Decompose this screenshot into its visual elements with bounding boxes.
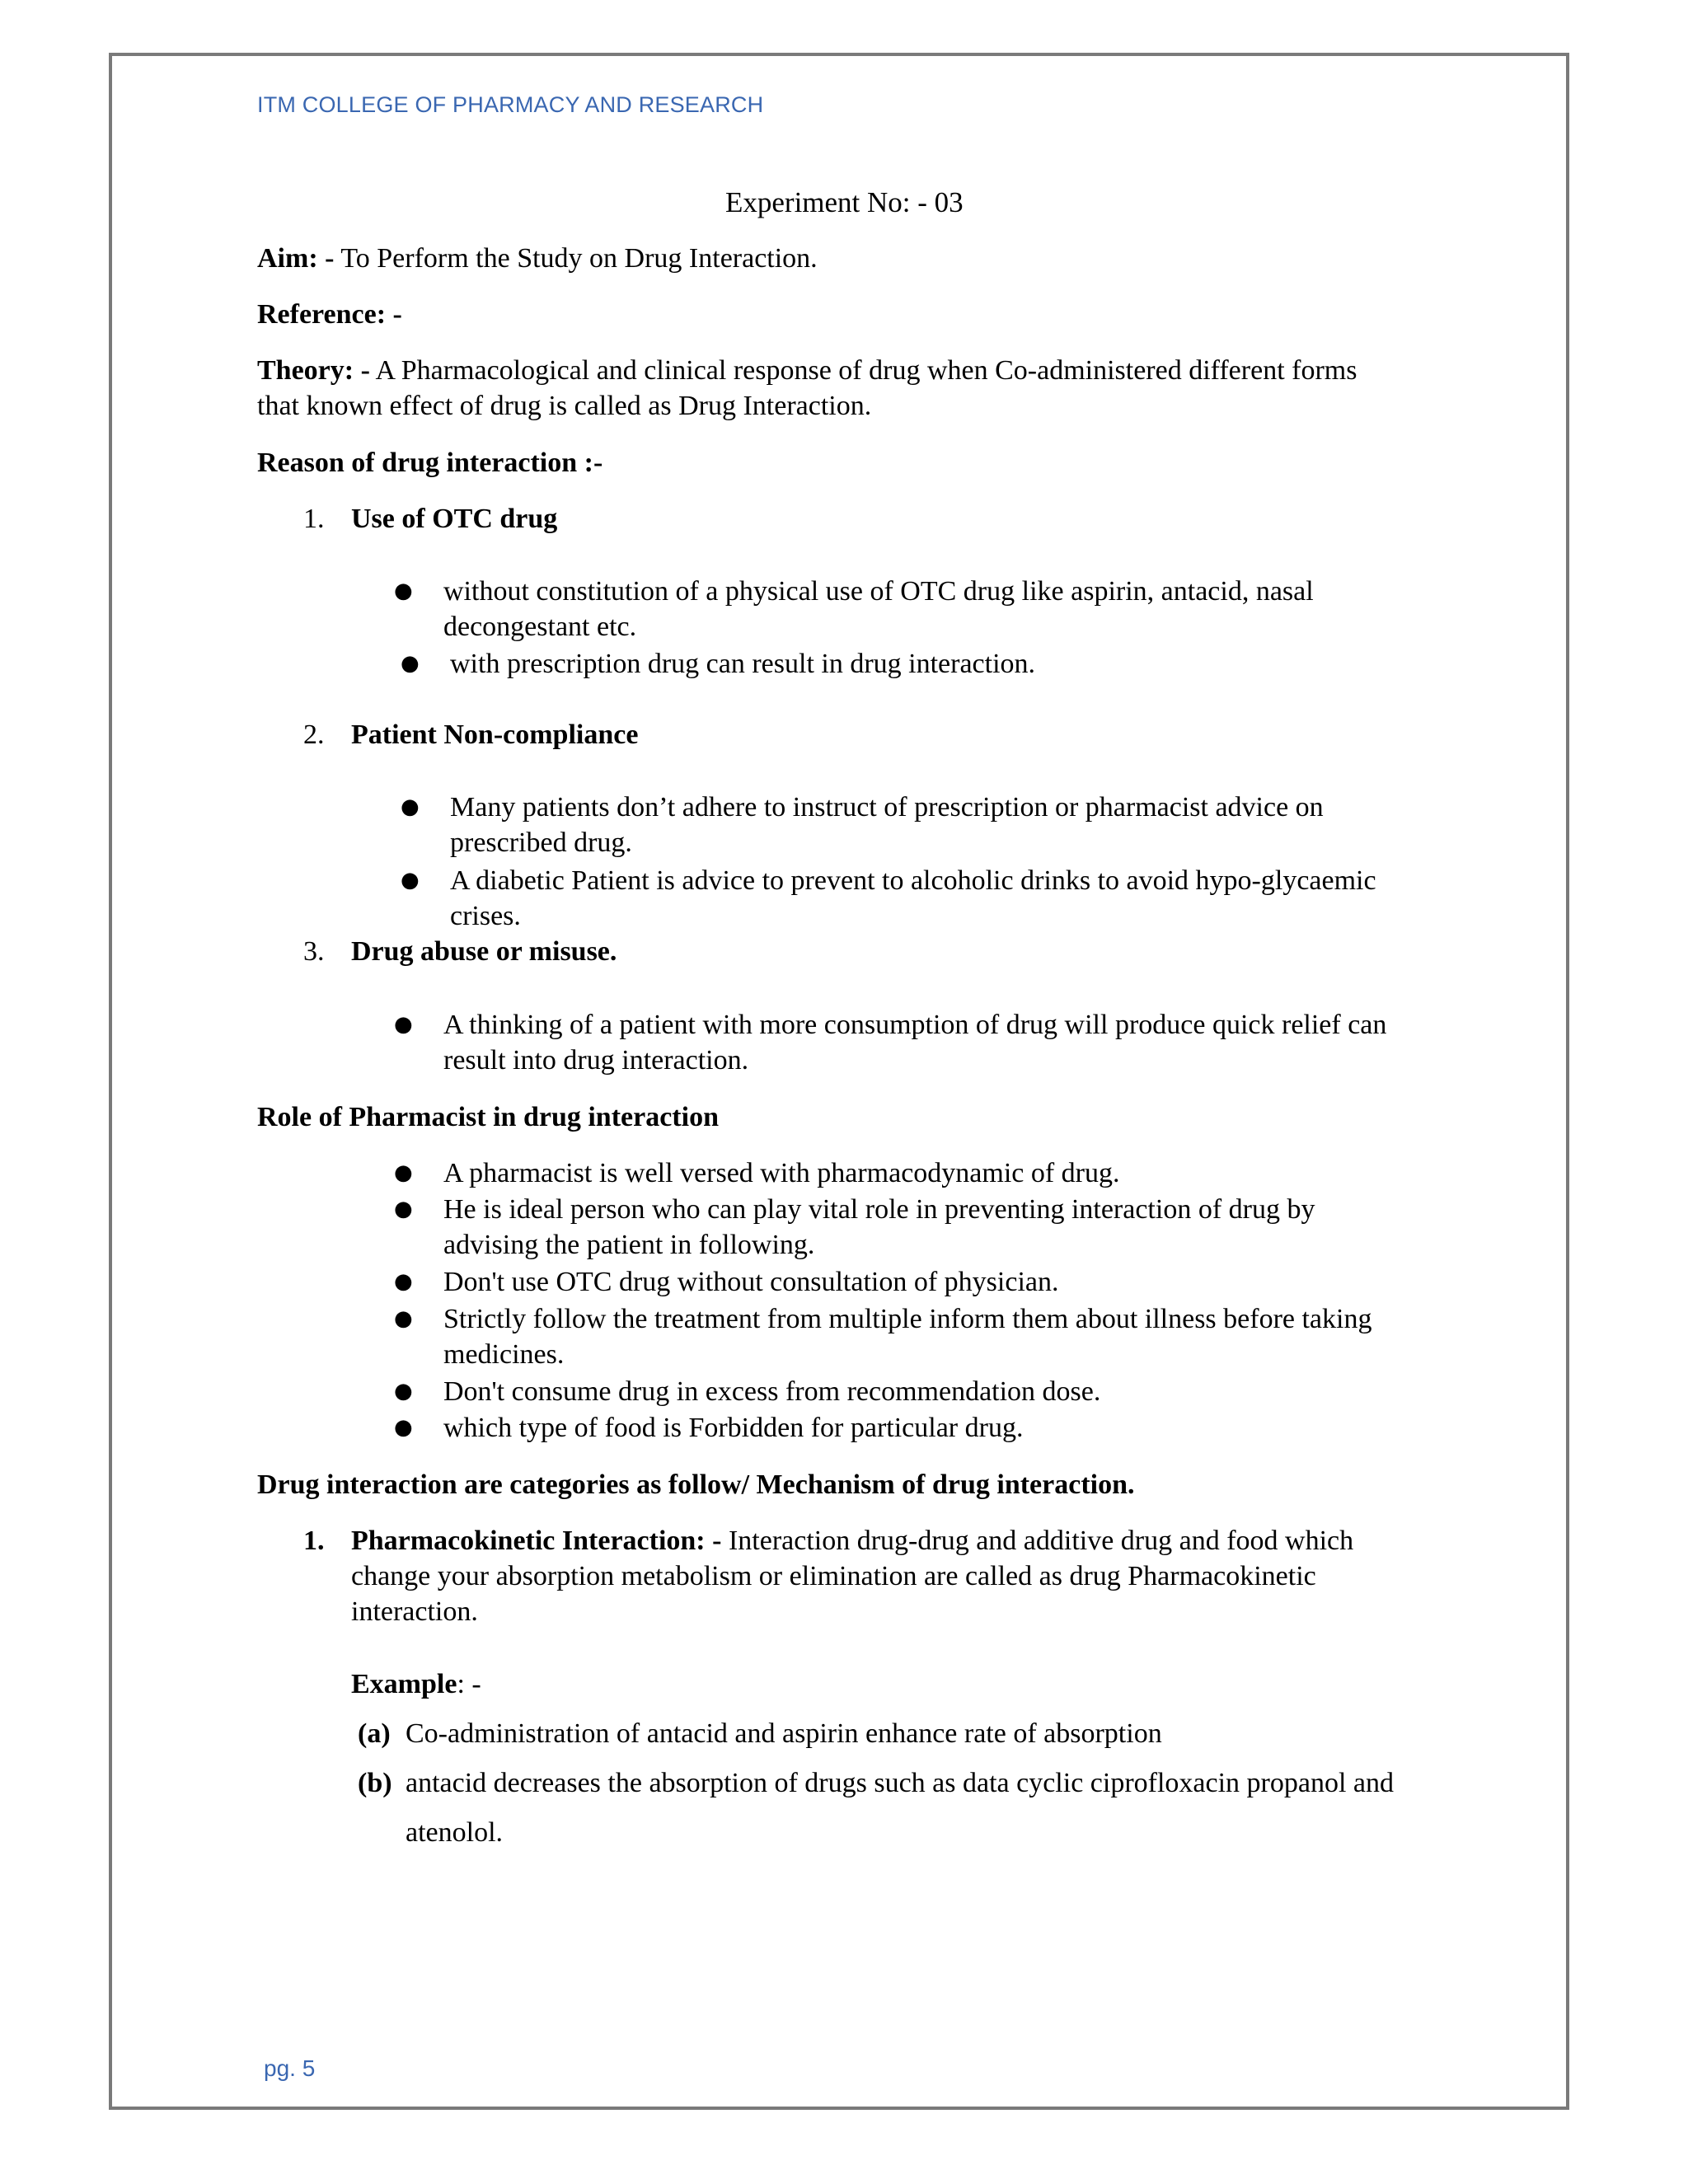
bullet-icon: ● [394, 1379, 413, 1404]
theory-label: Theory: - [257, 355, 370, 386]
reason-3-bullet-1-line-1: A thinking of a patient with more consumption of drug will produce quick relief can [443, 1010, 1387, 1040]
example-a-tag-text: (a) [358, 1718, 391, 1749]
reason-1-title [351, 501, 557, 537]
example-b-line-1: antacid decreases the absorption of drugs such as data cyclic ciprofloxacin propanol and [406, 1768, 1394, 1798]
mechanism-1-number: 1. [303, 1526, 325, 1556]
role-heading [257, 1099, 719, 1135]
mechanism-1-line-3: interaction. [351, 1596, 478, 1627]
example-a-text: Co-administration of antacid and aspirin enhance rate of absorption [406, 1718, 1162, 1749]
role-bullet-6: which type of food is Forbidden for particular drug. [443, 1413, 1024, 1443]
example-line [351, 1666, 481, 1702]
reason-1-bullet-1-line-1: without constitution of a physical use of OTC drug like aspirin, antacid, nasal [443, 576, 1314, 607]
reason-1-title-text: Use of OTC drug [351, 504, 558, 534]
aim-line [257, 241, 818, 276]
reason-heading [257, 445, 603, 480]
reason-2-bullet-1-line-1: Many patients don’t adhere to instruct of prescription or pharmacist advice on [450, 792, 1324, 823]
bullet-icon: ● [394, 1415, 413, 1440]
page-header: ITM COLLEGE OF PHARMACY AND RESEARCH [257, 92, 764, 117]
aim-text: To Perform the Study on Drug Interaction. [334, 243, 818, 274]
reason-2-title-text: Patient Non-compliance [351, 719, 639, 750]
reason-2-bullet-2-line-1: A diabetic Patient is advice to prevent to alcoholic drinks to avoid hypo-glycaemic [450, 865, 1376, 896]
bullet-icon: ● [394, 1160, 413, 1185]
reason-2-title [351, 717, 638, 752]
experiment-title: Experiment No: - 03 [725, 186, 964, 218]
example-a-tag [358, 1716, 391, 1751]
reason-3-number: 3. [303, 936, 325, 967]
mechanism-1-text: Interaction drug-drug and additive drug and food which [721, 1526, 1354, 1556]
role-bullet-4-line-2: medicines. [443, 1339, 565, 1370]
theory-text: A Pharmacological and clinical response of drug when Co-administered different forms [369, 355, 1357, 386]
example-label: Example [351, 1669, 457, 1699]
role-bullet-2-line-2: advising the patient in following. [443, 1230, 815, 1260]
reason-1-number: 1. [303, 504, 325, 534]
example-b-line-2: atenolol. [406, 1817, 504, 1848]
bullet-icon: ● [394, 1269, 413, 1294]
example-b-tag [358, 1765, 392, 1801]
bullet-icon: ● [401, 651, 420, 676]
reason-3-bullet-1-line-2: result into drug interaction. [443, 1045, 749, 1076]
role-bullet-1: A pharmacist is well versed with pharmacodynamic of drug. [443, 1158, 1120, 1188]
reason-2-bullet-2-line-2: crises. [450, 901, 521, 931]
reason-3-title-text: Drug abuse or misuse. [351, 936, 617, 967]
mechanism-1-line-2: change your absorption metabolism or elimination are called as drug Pharmacokinetic [351, 1561, 1316, 1591]
theory-line-2: that known effect of drug is called as Drug Interaction. [257, 391, 872, 421]
role-bullet-3: Don't use OTC drug without consultation of physician. [443, 1267, 1059, 1297]
reason-2-bullet-1-line-2: prescribed drug. [450, 827, 632, 858]
reason-2-number: 2. [303, 719, 325, 750]
reason-3-title [351, 934, 617, 969]
bullet-icon: ● [401, 794, 420, 819]
mechanism-1-title: Pharmacokinetic Interaction: - [351, 1526, 722, 1556]
role-bullet-4-line-1: Strictly follow the treatment from multiple inform them about illness before taking [443, 1304, 1372, 1334]
reason-heading-text: Reason of drug interaction :- [257, 448, 603, 478]
reason-1-bullet-1-line-2: decongestant etc. [443, 612, 637, 642]
reference-label: Reference: - [257, 299, 402, 330]
reference-line [257, 297, 402, 332]
mechanism-heading [257, 1467, 1135, 1502]
bullet-icon: ● [394, 1197, 413, 1221]
bullet-icon: ● [401, 868, 420, 893]
role-bullet-5: Don't consume drug in excess from recommendation dose. [443, 1376, 1101, 1407]
reason-1-bullet-2-line-1: with prescription drug can result in drug interaction. [450, 649, 1036, 679]
example-suffix: : - [457, 1669, 481, 1699]
mechanism-1-line-1 [351, 1523, 1353, 1558]
theory-line-1 [257, 353, 1357, 388]
bullet-icon: ● [394, 1306, 413, 1331]
example-b-tag-text: (b) [358, 1768, 392, 1798]
mechanism-heading-text: Drug interaction are categories as follow/ Mechanism of drug interaction. [257, 1469, 1135, 1500]
bullet-icon: ● [394, 579, 413, 603]
page-number: pg. 5 [264, 2055, 316, 2081]
bullet-icon: ● [394, 1012, 413, 1037]
role-heading-text: Role of Pharmacist in drug interaction [257, 1102, 719, 1132]
role-bullet-2-line-1: He is ideal person who can play vital role in preventing interaction of drug by [443, 1194, 1315, 1225]
aim-label: Aim: - [257, 243, 335, 274]
